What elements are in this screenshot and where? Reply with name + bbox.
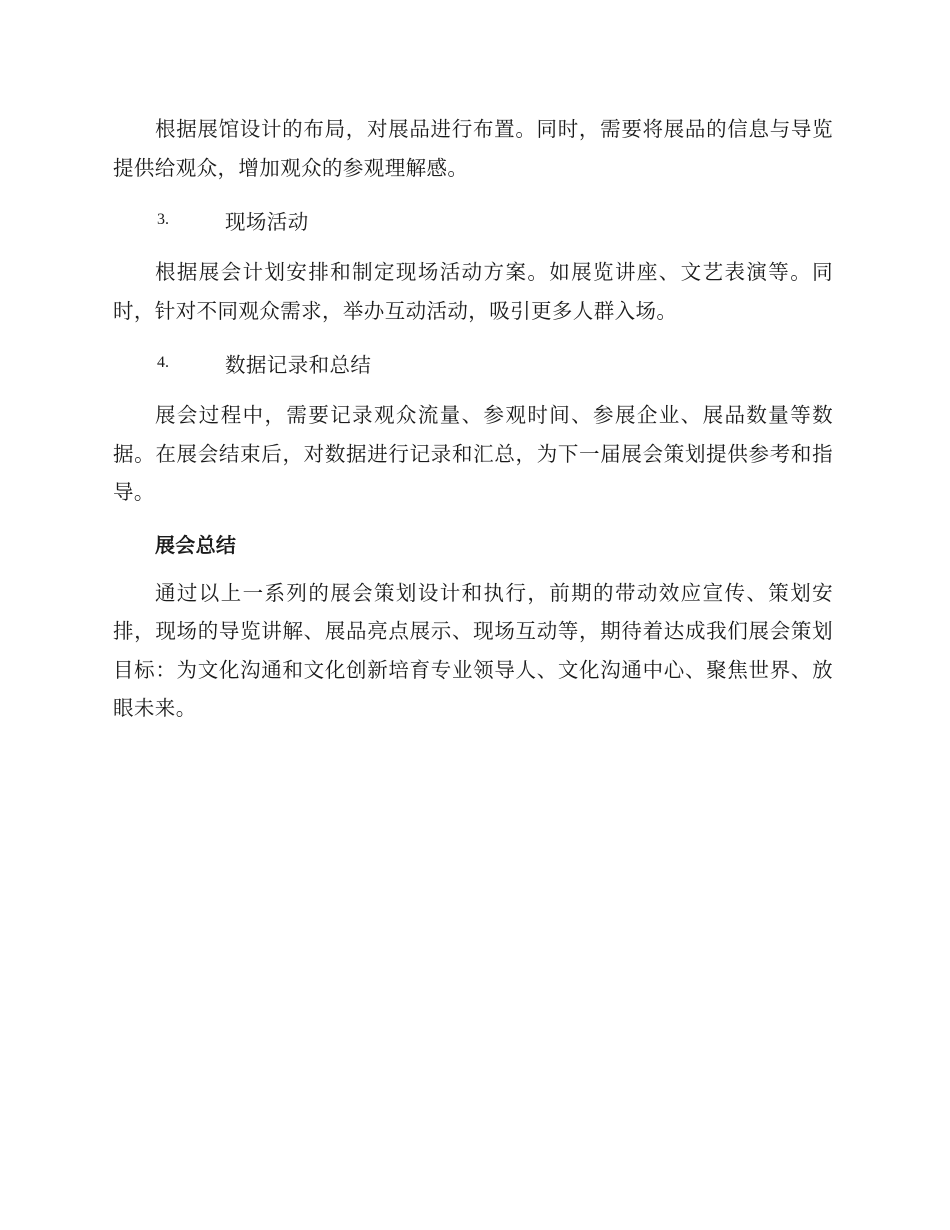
list-item-label: 现场活动	[225, 210, 309, 234]
paragraph-summary: 通过以上一系列的展会策划设计和执行，前期的带动效应宣传、策划安排，现场的导览讲解、展品亮点展示、现场互动等，期待着达成我们展会策划目标：为文化沟通和文化创新培育专业领导人、文化沟通中心、聚焦世界、放眼未来。	[113, 580, 833, 720]
list-item-label: 数据记录和总结	[225, 353, 372, 377]
paragraph-exhibit-layout: 根据展馆设计的布局，对展品进行布置。同时，需要将展品的信息与导览提供给观众，增加观众的参观理解感。	[113, 117, 833, 180]
document-body	[113, 110, 833, 728]
section-heading-summary: 展会总结	[155, 532, 237, 557]
paragraph-data-recording: 展会过程中，需要记录观众流量、参观时间、参展企业、展品数量等数据。在展会结束后，对数据进行记录和汇总，为下一届展会策划提供参考和指导。	[113, 403, 833, 504]
paragraph-onsite-activities: 根据展会计划安排和制定现场活动方案。如展览讲座、文艺表演等。同时，针对不同观众需求，举办互动活动，吸引更多人群入场。	[113, 260, 833, 323]
list-item-number: 4.	[157, 354, 169, 371]
list-item-data-recording	[113, 344, 833, 382]
list-item-number: 3.	[157, 211, 169, 228]
list-item-onsite-activities	[113, 201, 833, 239]
